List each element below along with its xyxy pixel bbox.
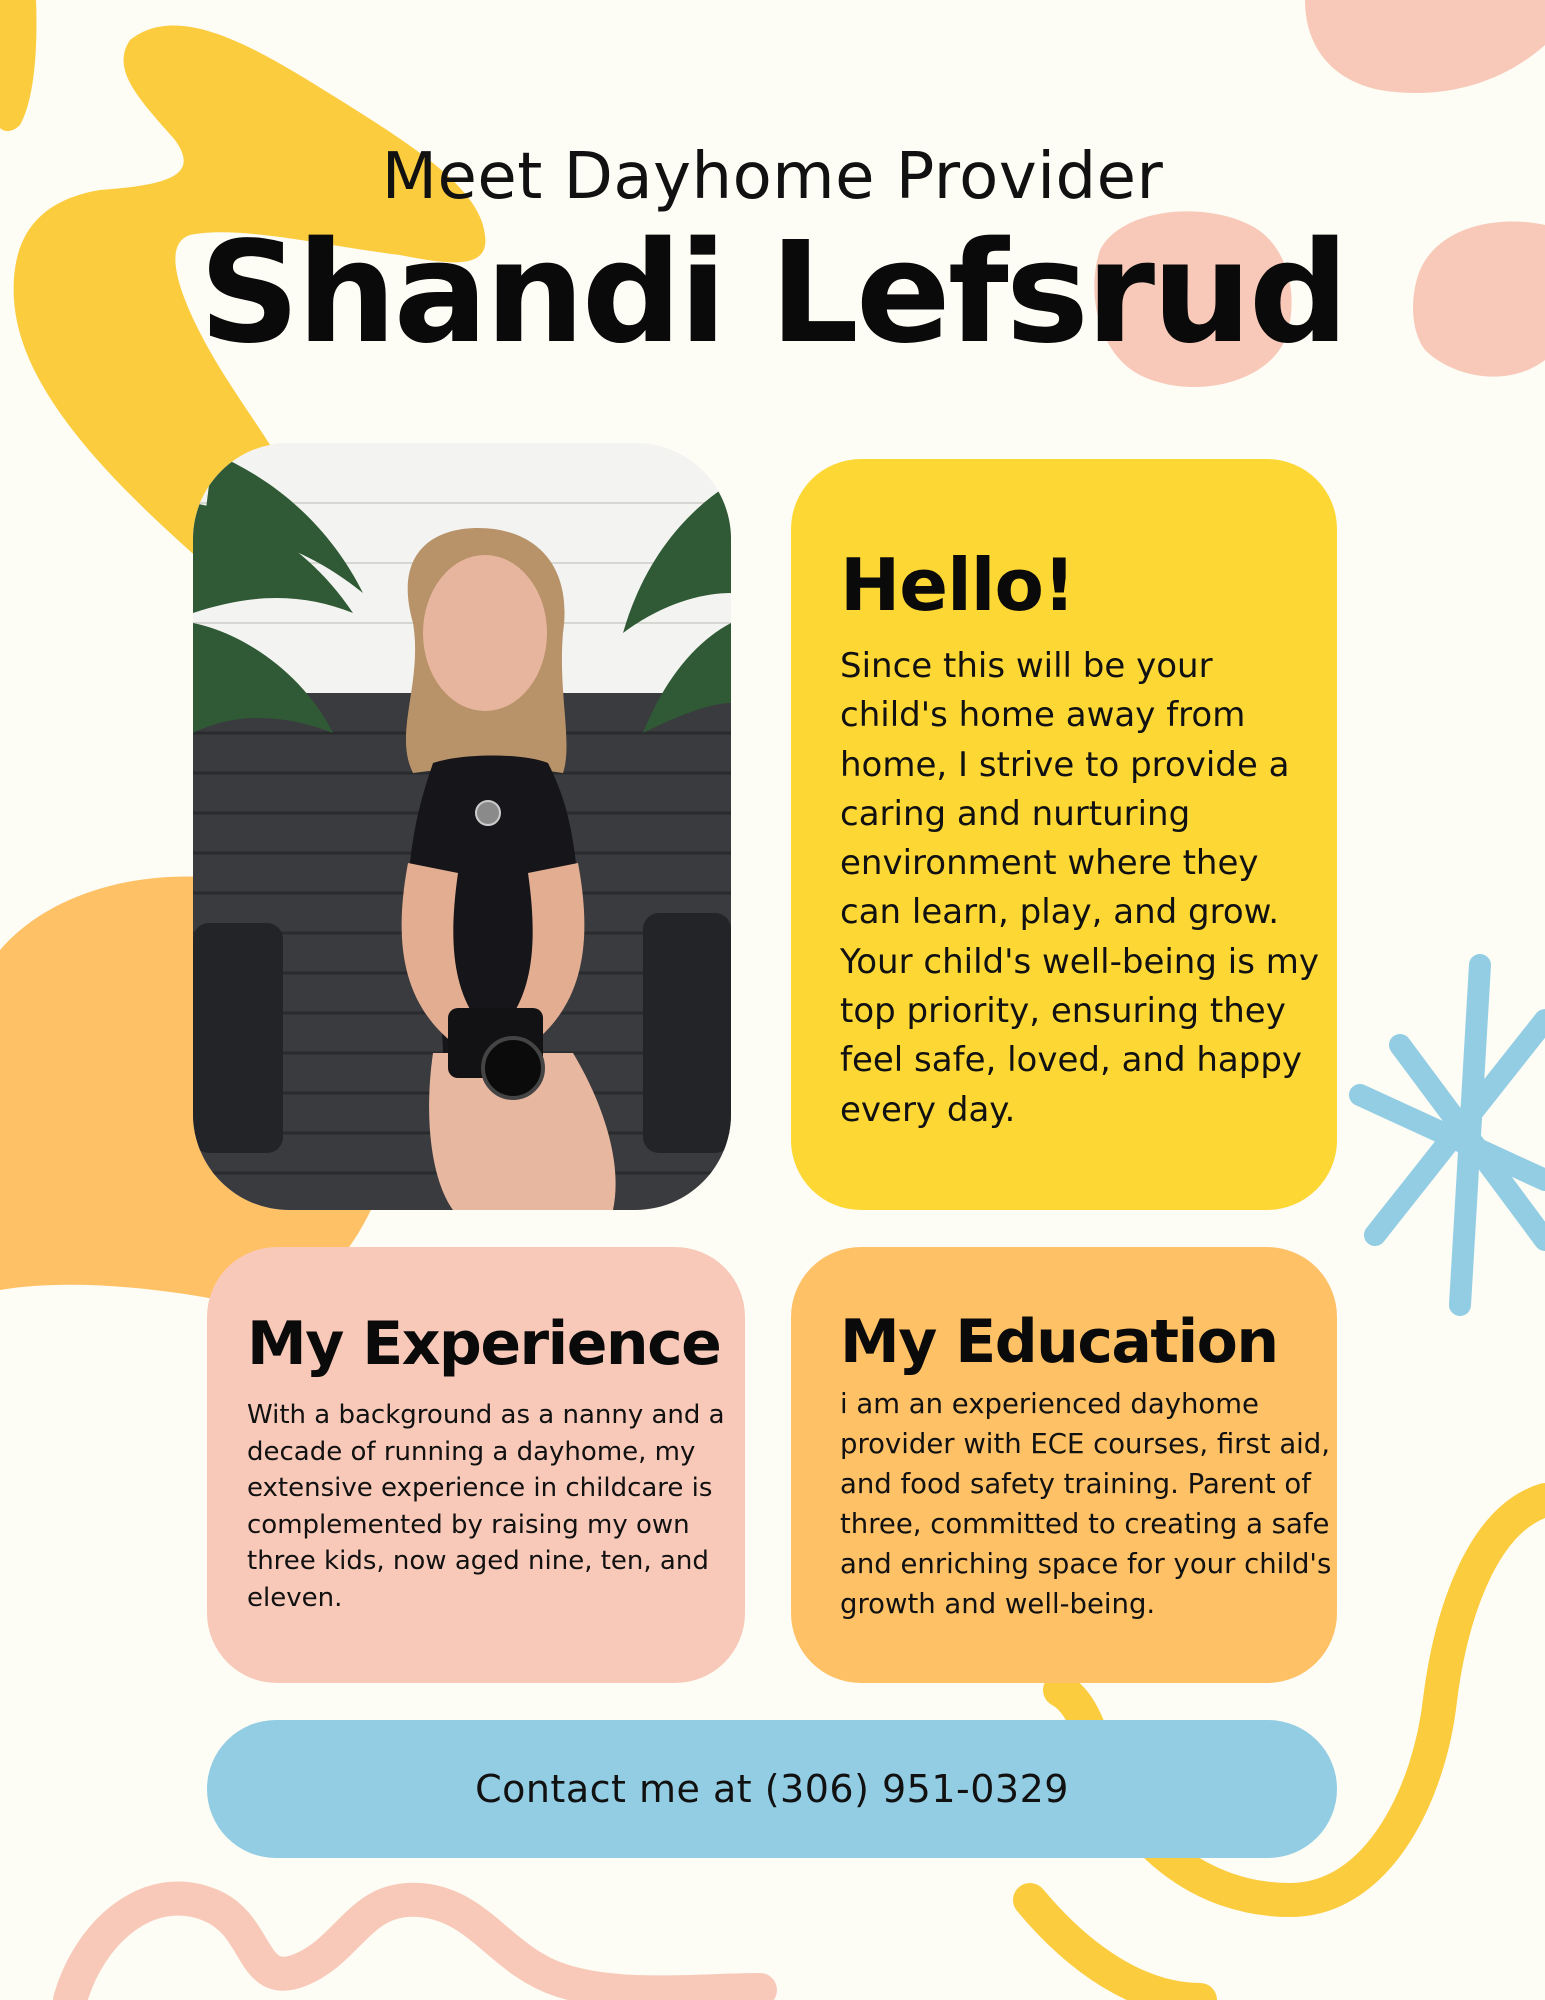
hello-heading: Hello! <box>840 543 1075 627</box>
yellow-blob-top-left <box>0 0 36 131</box>
hello-card <box>791 459 1337 1210</box>
hello-text: Since this will be your child's home away from home, I strive to provide a caring and nurturing environment where they can learn, play, and grow. Your child's well-being is my top priority, ensuring they feel safe, loved, and happy every day. <box>840 646 1319 1130</box>
contact-banner <box>207 1720 1337 1858</box>
experience-text: With a background as a nanny and a decade of running a dayhome, my extensive experience in childcare is complemented by raising my own three kids, now aged nine, ten, and eleven. <box>247 1400 725 1613</box>
yellow-band-bottom-right <box>1030 1900 1200 2000</box>
education-card <box>791 1247 1337 1683</box>
provider-photo <box>193 443 731 1210</box>
page-subtitle: Meet Dayhome Provider <box>381 140 1164 214</box>
peach-blob-top-right <box>1305 0 1545 93</box>
education-heading: My Education <box>840 1307 1278 1377</box>
peach-squiggle-bottom-left <box>70 1898 760 2000</box>
provider-name: Shandi Lefsrud <box>199 212 1346 375</box>
contact-text: Contact me at (306) 951-0329 <box>475 1767 1069 1811</box>
experience-card <box>207 1247 745 1683</box>
blue-star-shape <box>1360 965 1545 1305</box>
education-text: i am an experienced dayhome provider with ECE courses, first aid, and food safety training. Parent of three, committed to creating a safe and enriching space for your child's growth and well-being. <box>840 1388 1332 1620</box>
experience-heading: My Experience <box>247 1309 721 1379</box>
